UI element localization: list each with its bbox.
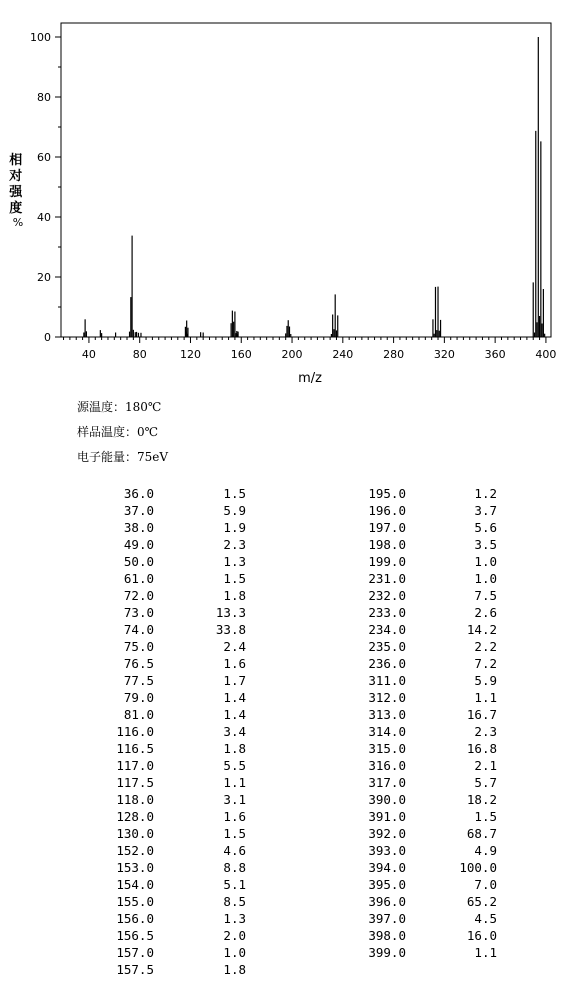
mz-value: 236.0 (368, 656, 406, 671)
relative-abundance-value: 5.9 (223, 503, 246, 518)
mz-value: 155.0 (116, 894, 154, 909)
mz-value: 395.0 (368, 877, 406, 892)
peak-table-row (104, 757, 254, 774)
relative-abundance-value: 7.5 (474, 588, 497, 603)
mz-value: 157.0 (116, 945, 154, 960)
peak-table-row (352, 774, 502, 791)
peak-table-row (352, 706, 502, 723)
relative-abundance-value: 65.2 (466, 894, 497, 909)
x-tick-label: 320 (433, 348, 455, 361)
peak-table-row (104, 672, 254, 689)
mz-value: 116.0 (116, 724, 154, 739)
relative-abundance-value: 1.6 (223, 656, 246, 671)
mz-value: 154.0 (116, 877, 154, 892)
relative-abundance-value: 8.5 (223, 894, 246, 909)
relative-abundance-value: 1.1 (474, 945, 497, 960)
peak-table-row (352, 859, 502, 876)
y-axis-label-char: 对 (9, 169, 23, 184)
mz-value: 128.0 (116, 809, 154, 824)
relative-abundance-value: 1.9 (223, 520, 246, 535)
spectrum-peaks (84, 37, 545, 337)
relative-abundance-value: 1.5 (223, 486, 246, 501)
y-tick-label: 0 (44, 331, 51, 344)
relative-abundance-value: 2.4 (223, 639, 246, 654)
peak-table-row (104, 604, 254, 621)
mz-value: 75.0 (123, 639, 154, 654)
relative-abundance-value: 16.8 (466, 741, 497, 756)
relative-abundance-value: 1.8 (223, 962, 246, 977)
mz-value: 231.0 (368, 571, 406, 586)
relative-abundance-value: 2.6 (474, 605, 497, 620)
peak-table-row (352, 944, 502, 961)
peak-table-row (104, 910, 254, 927)
plot-frame (61, 23, 551, 337)
peak-table-row (104, 961, 254, 978)
y-axis-label-char: 强 (9, 185, 23, 200)
peak-table-row (104, 944, 254, 961)
y-axis-label-char: 相 (9, 153, 23, 168)
x-tick-label: 200 (281, 348, 303, 361)
peak-table-left (104, 485, 254, 978)
mz-value: 38.0 (123, 520, 154, 535)
peak-table-row (104, 689, 254, 706)
peak-table-row (104, 842, 254, 859)
relative-abundance-value: 2.2 (474, 639, 497, 654)
peak-table-row (352, 723, 502, 740)
mz-value: 233.0 (368, 605, 406, 620)
peak-table-row (352, 655, 502, 672)
peak-table-row (352, 519, 502, 536)
peak-table-row (352, 689, 502, 706)
relative-abundance-value: 1.0 (474, 554, 497, 569)
peak-table-row (104, 876, 254, 893)
relative-abundance-value: 4.5 (474, 911, 497, 926)
y-axis-label (8, 152, 27, 229)
peak-table-row (104, 774, 254, 791)
peak-table-row (352, 638, 502, 655)
peak-table-row (104, 791, 254, 808)
x-tick-label: 360 (484, 348, 506, 361)
mz-value: 116.5 (116, 741, 154, 756)
mz-value: 311.0 (368, 673, 406, 688)
peak-table-row (104, 706, 254, 723)
peak-table-row (104, 723, 254, 740)
mz-value: 232.0 (368, 588, 406, 603)
mz-value: 312.0 (368, 690, 406, 705)
relative-abundance-value: 1.0 (474, 571, 497, 586)
relative-abundance-value: 5.5 (223, 758, 246, 773)
mz-value: 391.0 (368, 809, 406, 824)
mz-value: 152.0 (116, 843, 154, 858)
mz-value: 315.0 (368, 741, 406, 756)
relative-abundance-value: 1.3 (223, 911, 246, 926)
peak-table-row (104, 536, 254, 553)
peak-table-row (352, 791, 502, 808)
mz-value: 316.0 (368, 758, 406, 773)
mz-value: 76.5 (123, 656, 154, 671)
peak-table-row (104, 587, 254, 604)
relative-abundance-value: 1.3 (223, 554, 246, 569)
mz-value: 74.0 (123, 622, 154, 637)
peak-table-row (104, 825, 254, 842)
sample-temperature: 样品温度：0℃ (77, 425, 159, 439)
mz-value: 199.0 (368, 554, 406, 569)
mz-value: 393.0 (368, 843, 406, 858)
mz-value: 37.0 (123, 503, 154, 518)
peak-table-row (104, 553, 254, 570)
axis-ticks (30, 31, 556, 361)
x-tick-label: 240 (332, 348, 354, 361)
relative-abundance-value: 14.2 (466, 622, 497, 637)
mz-value: 117.5 (116, 775, 154, 790)
x-tick-label: 280 (383, 348, 405, 361)
mz-value: 77.5 (123, 673, 154, 688)
mz-value: 196.0 (368, 503, 406, 518)
mz-value: 394.0 (368, 860, 406, 875)
relative-abundance-value: 2.1 (474, 758, 497, 773)
peak-table-row (352, 876, 502, 893)
mz-value: 317.0 (368, 775, 406, 790)
peak-table-row (352, 910, 502, 927)
relative-abundance-value: 4.6 (223, 843, 246, 858)
peak-table-row (352, 893, 502, 910)
electron-energy: 电子能量：75eV (77, 450, 169, 464)
x-axis-label: m/z (298, 371, 322, 386)
peak-table-row (352, 740, 502, 757)
relative-abundance-value: 1.2 (474, 486, 497, 501)
mz-value: 73.0 (123, 605, 154, 620)
mz-value: 198.0 (368, 537, 406, 552)
relative-abundance-value: 13.3 (215, 605, 246, 620)
relative-abundance-value: 1.4 (223, 690, 246, 705)
y-tick-label: 20 (37, 271, 51, 284)
mz-value: 36.0 (123, 486, 154, 501)
y-tick-label: 60 (37, 151, 51, 164)
mz-value: 235.0 (368, 639, 406, 654)
relative-abundance-value: 7.0 (474, 877, 497, 892)
peak-table-row (104, 927, 254, 944)
peak-table-row (352, 553, 502, 570)
mz-value: 195.0 (368, 486, 406, 501)
peak-table-right (352, 485, 502, 961)
peak-table-row (104, 502, 254, 519)
peak-table-row (352, 825, 502, 842)
relative-abundance-value: 1.7 (223, 673, 246, 688)
peak-table-row (352, 672, 502, 689)
relative-abundance-value: 100.0 (459, 860, 497, 875)
relative-abundance-value: 8.8 (223, 860, 246, 875)
y-axis-label-char: % (12, 216, 24, 229)
mz-value: 49.0 (123, 537, 154, 552)
mz-value: 396.0 (368, 894, 406, 909)
mz-value: 398.0 (368, 928, 406, 943)
acquisition-info (77, 395, 168, 470)
peak-table-row (104, 485, 254, 502)
relative-abundance-value: 5.1 (223, 877, 246, 892)
mz-value: 392.0 (368, 826, 406, 841)
mz-value: 399.0 (368, 945, 406, 960)
mz-value: 50.0 (123, 554, 154, 569)
relative-abundance-value: 1.4 (223, 707, 246, 722)
peak-table-row (352, 927, 502, 944)
relative-abundance-value: 1.8 (223, 741, 246, 756)
relative-abundance-value: 5.9 (474, 673, 497, 688)
y-tick-label: 100 (30, 31, 51, 44)
relative-abundance-value: 1.6 (223, 809, 246, 824)
relative-abundance-value: 2.3 (474, 724, 497, 739)
relative-abundance-value: 2.3 (223, 537, 246, 552)
peak-table-row (104, 570, 254, 587)
peak-table-row (352, 621, 502, 638)
x-tick-label: 120 (179, 348, 201, 361)
relative-abundance-value: 16.7 (466, 707, 497, 722)
peak-table-row (352, 587, 502, 604)
x-tick-label: 80 (132, 348, 147, 361)
peak-table-row (352, 842, 502, 859)
mz-value: 157.5 (116, 962, 154, 977)
mz-value: 313.0 (368, 707, 406, 722)
relative-abundance-value: 33.8 (215, 622, 246, 637)
mz-value: 130.0 (116, 826, 154, 841)
relative-abundance-value: 1.8 (223, 588, 246, 603)
peak-table-row (352, 570, 502, 587)
relative-abundance-value: 1.5 (223, 571, 246, 586)
relative-abundance-value: 4.9 (474, 843, 497, 858)
peak-table-row (104, 655, 254, 672)
relative-abundance-value: 68.7 (466, 826, 497, 841)
mz-value: 397.0 (368, 911, 406, 926)
peak-table-row (104, 808, 254, 825)
mz-value: 314.0 (368, 724, 406, 739)
y-tick-label: 40 (37, 211, 51, 224)
mz-value: 156.0 (116, 911, 154, 926)
relative-abundance-value: 3.4 (223, 724, 246, 739)
x-tick-label: 160 (230, 348, 252, 361)
relative-abundance-value: 2.0 (223, 928, 246, 943)
peak-table-row (352, 485, 502, 502)
mz-value: 61.0 (123, 571, 154, 586)
peak-table-row (104, 621, 254, 638)
mz-value: 81.0 (123, 707, 154, 722)
peak-table-row (104, 740, 254, 757)
x-tick-label: 40 (81, 348, 96, 361)
mz-value: 234.0 (368, 622, 406, 637)
source-temperature: 源温度：180℃ (77, 400, 162, 414)
relative-abundance-value: 18.2 (466, 792, 497, 807)
peak-table-row (104, 859, 254, 876)
relative-abundance-value: 7.2 (474, 656, 497, 671)
peak-table-row (104, 893, 254, 910)
peak-table-row (104, 638, 254, 655)
y-tick-label: 80 (37, 91, 51, 104)
mz-value: 72.0 (123, 588, 154, 603)
relative-abundance-value: 5.7 (474, 775, 497, 790)
relative-abundance-value: 3.1 (223, 792, 246, 807)
peak-table-row (352, 604, 502, 621)
relative-abundance-value: 1.1 (223, 775, 246, 790)
peak-table-row (352, 808, 502, 825)
peak-table-row (352, 536, 502, 553)
peak-table-row (352, 757, 502, 774)
mz-value: 79.0 (123, 690, 154, 705)
mass-spectrum-chart (0, 0, 570, 395)
mz-value: 156.5 (116, 928, 154, 943)
x-tick-label: 400 (535, 348, 557, 361)
mz-value: 117.0 (116, 758, 154, 773)
peak-table-row (104, 519, 254, 536)
mz-value: 118.0 (116, 792, 154, 807)
mz-value: 153.0 (116, 860, 154, 875)
y-axis-label-char: 度 (9, 201, 23, 216)
relative-abundance-value: 3.5 (474, 537, 497, 552)
relative-abundance-value: 1.1 (474, 690, 497, 705)
relative-abundance-value: 5.6 (474, 520, 497, 535)
relative-abundance-value: 3.7 (474, 503, 497, 518)
mz-value: 197.0 (368, 520, 406, 535)
relative-abundance-value: 1.5 (223, 826, 246, 841)
peak-table-row (352, 502, 502, 519)
relative-abundance-value: 1.5 (474, 809, 497, 824)
mz-value: 390.0 (368, 792, 406, 807)
relative-abundance-value: 16.0 (466, 928, 497, 943)
relative-abundance-value: 1.0 (223, 945, 246, 960)
